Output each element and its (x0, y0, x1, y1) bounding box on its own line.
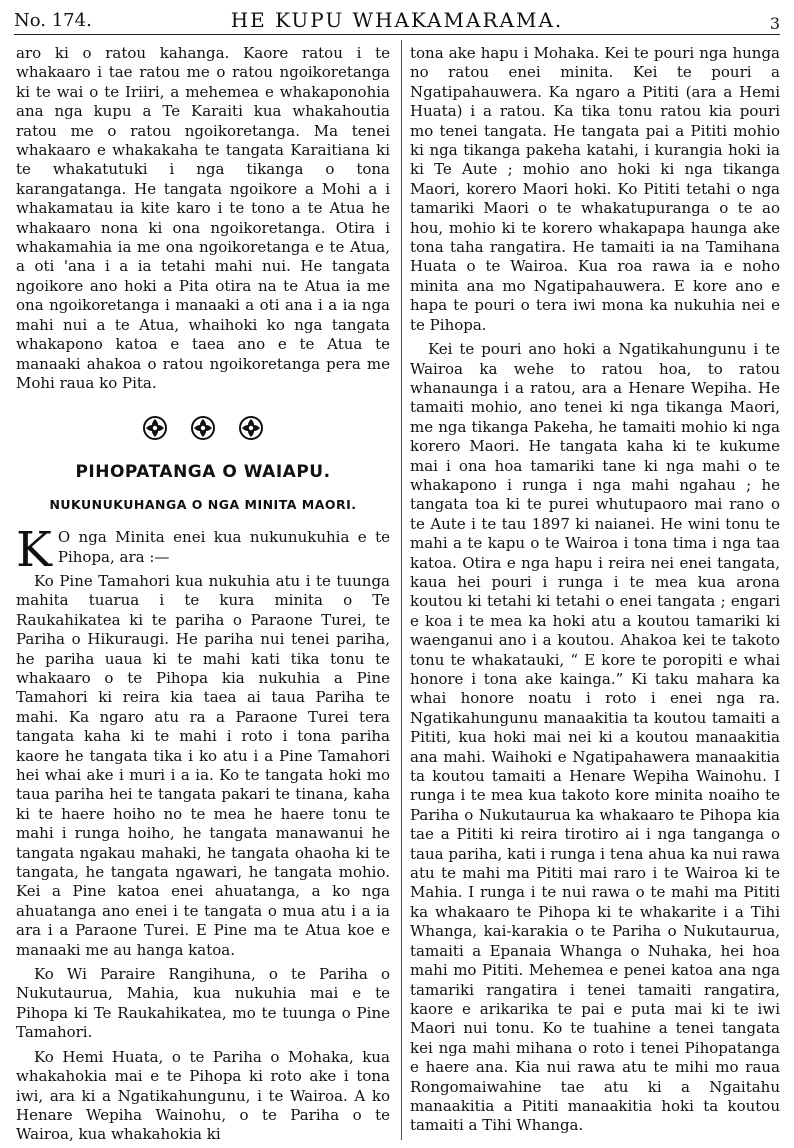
issue-number: No. 174. (14, 10, 92, 31)
left-paragraph-1: aro ki o ratou kahanga. Kaore ratou i te whakaaro i tae ratou me o ratou ngoikoretanga ki te wai o te Iriiri, a mehemea e whakaponohia ana nga kupu a Te Karaiti kua whakahoutia ratou me o ratou ngoikoretanga. Ma tenei whakaaro e whakakaha te tangata Karaitiana ki te whakatutuki i nga tikanga o tona karangatanga. He tangata ngoikore a Mohi a i whakamatau ia kite karo i te tono a te Atua he whakaaro nona ki ona ngoikoretanga. Otira i whakamahia ia me ona ngoikoretanga e te Atua, a oti 'ana i a ia tetahi mahi nui. He tangata ngoikore ano hoki a Pita otira na te Atua ia me ona ngoikoretanga i manaaki a oti ana i a ia nga mahi nui a te Atua, whaihoki ko nga tangata whakapono katoa e taea ano e te Atua te manaaki ahakoa o ratou ngoikoretanga pera me Mohi raua ko Pita. (16, 44, 390, 392)
ornament-row (16, 415, 390, 441)
publication-title: HE KUPU WHAKAMARAMA. (230, 8, 564, 32)
left-paragraph-4: Ko Wi Paraire Rangihuna, o te Pariha o Nukutaurua, Mahia, kua nukuhia mai e te Pihopa ki Te Raukahikatea, mo te tuunga o Pine Tamahori. (16, 965, 390, 1042)
right-paragraph-2: Kei te pouri ano hoki a Ngatikahungunu i te Wairoa ka wehe to ratou hoa, to ratou whanaunga i a ratou, ara a Henare Wepiha. He tamaiti mohio, ano tenei ki nga tikanga Maori, me nga tikanga Pakeha, he tamaiti mohio ki nga korero Maori. He tangata kaha ki te kukume mai i ona hoa tamariki tane ki nga mahi o te whakapono i runga i nga mahi ngahau ; he tangata toa ki te purei whutupaoro mai rano o te Aute i te tau 1897 ki naianei. He wini tonu te mahi a te kapu o te Wairoa i tona tima i nga taa katoa. Otira e nga hapu i reira nei enei tangata, kaua hei pouri i runga i te mea kua arona koutou ki tetahi ki tetahi o enei tangata ; engari e koa i te mea ka hoki atu a koutou tamariki ki waenganui ano i a koutou. Ahakoa kei te takoto tonu te whakatauki, “ E kore te poropiti e whai honore i tona ake kainga.” Ki taku mahara ka whai honore noatu i roto i enei nga ra. Ngatikahungunu manaakitia ta koutou tamaiti a Pititi, kua hoki mai nei ki a koutou manaakitia ana mahi. Waihoki e Ngatipahawera manaakitia ta koutou tamaiti a Henare Wepiha Wainohu. I runga i te mea kua takoto kore minita noaiho te Pariha o Nukutaurua ka whakaaro te Pihopa kia tae a Pititi ki reira tirotiro ai i nga tanganga o taua pariha, kati i runga i tena ahua ka nui rawa atu te mahi ma Pititi mai raro i te Wairoa ki te Mahia. I runga i te nui rawa o te mahi ma Pititi ka whakaaro te Pihopa ki te whakarite i a Tihi Whanga, kai-karakia o te Pariha o Nukutaurua, tamaiti a Epanaia Whanga o Nuhaka, hei hoa mahi mo Pititi. Mehemea e penei katoa ana nga tamariki rangatira i tenei tamaiti rangatira, kaore e arikarika te pai e puta mai ki te iwi Maori nui tonu. Ko te tuahine a tenei tangata kei nga mahi mihana o roto i tenei Pihopatanga e haere ana. Kia nui rawa atu te mihi mo raua Rongomaiwahine tae atu ki a Ngaitahu manaakitia a Pititi manaakitia hoki ta koutou tamaiti a Tihi Whanga. (410, 340, 780, 1135)
left-paragraph-2 (16, 522, 390, 579)
flower-ornament-icon (142, 415, 168, 441)
flower-ornament-icon (190, 415, 216, 441)
left-paragraph-2-text: O nga Minita enei kua nukunukuhia e te Pihopa, ara :— (57, 528, 390, 566)
drop-cap: K (16, 522, 52, 579)
section-subtitle: NUKUNUKUHANGA O NGA MINITA MAORI. (49, 496, 357, 512)
right-column (410, 44, 780, 1144)
left-column (16, 44, 390, 1144)
section-title: PIHOPATANGA O WAIAPU. (75, 462, 331, 483)
page-number: 3 (769, 14, 780, 33)
column-divider (401, 40, 402, 1140)
page-header (0, 6, 794, 36)
left-paragraph-5: Ko Hemi Huata, o te Pariha o Mohaka, kua whakahokia mai e te Pihopa ki roto ake i tona iwi, ara ki a Ngatikahungunu, i te Wairoa. A ko Henare Wepiha Wainohu, o te Pariha o te Wairoa, kua whakahokia ki (16, 1047, 390, 1144)
flower-ornament-icon (238, 415, 264, 441)
right-paragraph-1: tona ake hapu i Mohaka. Kei te pouri nga hunga no ratou enei minita. Kei te pouri a Ngatipahauwera. Ka ngaro a Pititi (ara a Hemi Huata) i a ratou. Ka tika tonu ratou kia pouri mo tenei tangata. He tangata pai a Pititi mohio ki nga tikanga pakeha katahi, i kurangia hoki ia ki Te Aute ; mohio ano hoki ki nga tikanga Maori, korero Maori hoki. Ko Pititi tetahi o nga tamariki Maori o te whakatupuranga o te ao hou, mohio ki te korero whakapapa haunga ake tona taha rangatira. He tamaiti ia na Tamihana Huata o te Wairoa. Kua roa rawa ia e noho minita ana mo Ngatipahauwera. E kore ano e hapa te pouri o tera iwi mona ka nukuhia nei e te Pihopa. (410, 44, 780, 334)
left-paragraph-3: Ko Pine Tamahori kua nukuhia atu i te tuunga mahita tuarua i te kura minita o Te Raukahikatea ki te pariha o Paraone Turei, te Pariha o Hikuraugi. He pariha nui tenei pariha, he pariha uaua ki te mahi kati tika tonu te whakaaro o te Pihopa kia nukuhia a Pine Tamahori ki reira kia taea ai taua Pariha te mahi. Ka ngaro atu ra a Paraone Turei tera tangata kaha ki te mahi i roto i tona pariha kaore he tangata tika i ko atu i a Pine Tamahori hei whai ake i muri i a ia. Ko te tangata hoki mo taua pariha hei te tangata pakari te tinana, kaha ki te haere hoiho no te mea he haere tonu te mahi i runga hoiho, he tangata manawanui he tangata ngakau mahaki, he tangata ohaoha ki te tangata, he tangata ngawari, he tangata mohio. Kei a Pine katoa enei ahuatanga, a ko nga ahuatanga ano enei i te tangata o mua atu i a ia ara i a Paraone Turei. E Pine ma te Atua koe e manaaki me au hanga katoa. (16, 571, 390, 959)
header-rule (14, 34, 780, 35)
